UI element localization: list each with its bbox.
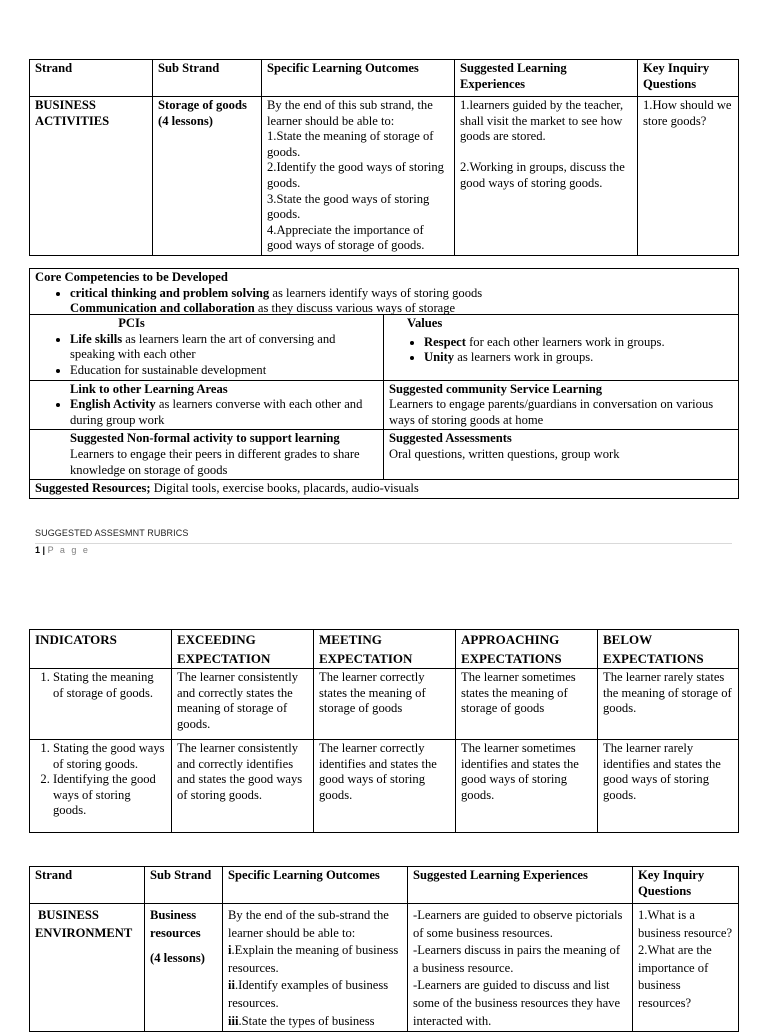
outcome-item: ii.Identify examples of business resources. [228, 978, 389, 1010]
business-resources-table [29, 866, 739, 1032]
experience-item: -Learners are guided to observe pictorials of some business resources. [413, 908, 623, 940]
table-header-row [30, 60, 739, 97]
rubric-header-approaching: APPROACHING EXPECTATIONS [461, 632, 562, 666]
header-outcomes: Specific Learning Outcomes [267, 61, 419, 75]
exceeding-cell: The learner consistently and correctly states the meaning of storage of goods. [172, 669, 314, 740]
experience-item: -Learners discuss in pairs the meaning of a business resource. [413, 943, 621, 975]
outcome-item: i.Explain the meaning of business resources. [228, 943, 399, 975]
below-cell: The learner rarely identifies and states the good ways of storing goods. [598, 740, 739, 833]
community-text: Learners to engage parents/guardians in conversation on various ways of storing goods at home [389, 397, 714, 427]
header-strand: Strand [35, 61, 73, 75]
pcis-title: PCIs [118, 316, 145, 331]
header-questions: Key Inquiry Questions [643, 61, 710, 91]
header-experiences: Suggested Learning Experiences [460, 61, 567, 91]
outcomes-cell [262, 97, 455, 256]
experience-item: 2.Working in groups, discuss the good ways of storing goods. [460, 160, 625, 190]
rubric-header-meeting: MEETING EXPECTATION [319, 632, 413, 666]
table-row [30, 669, 739, 740]
footer-divider [35, 543, 732, 544]
experience-item: -Learners are guided to discuss and list some of the business resources they have interacted with. [413, 978, 621, 1028]
strand-cell: BUSINESS ACTIVITIES [35, 98, 110, 128]
outcome-item: 4.Appreciate the importance of good ways of storage of goods. [267, 222, 425, 253]
rubric-header-exceeding: EXCEEDING EXPECTATION [177, 632, 271, 666]
resources-row [30, 480, 739, 499]
strand-cell: BUSINESS ENVIRONMENT [35, 908, 133, 940]
nonformal-assessment-row [30, 430, 739, 480]
question-item: 1.How should we store goods? [643, 98, 732, 128]
core-competencies-row [30, 269, 739, 315]
outcomes-intro: By the end of the sub-strand the learner should be able to: [228, 908, 389, 940]
link-community-row [30, 380, 739, 430]
rubric-header-indicators: INDICATORS [35, 632, 117, 647]
sub-strand-cell: Storage of goods (4 lessons) [158, 98, 247, 128]
assessment-text: Oral questions, written questions, group work [389, 446, 620, 461]
value-item: • Unity as learners work in groups. [424, 350, 733, 366]
outcome-item: iii.State the types of business [228, 1013, 375, 1028]
page-number: 1 | P a g e [35, 545, 90, 555]
rubric-header-below: BELOW EXPECTATIONS [603, 632, 704, 666]
header-strand: Strand [35, 868, 73, 882]
header-experiences: Suggested Learning Experiences [413, 868, 588, 882]
approaching-cell: The learner sometimes identifies and states the good ways of storing goods. [456, 740, 598, 833]
outcome-item: 2.Identify the good ways of storing goods. [267, 160, 444, 190]
assessment-rubric-table [29, 629, 739, 833]
link-item: • English Activity as learners converse with each other and during group work [70, 397, 378, 428]
question-item: 2.What are the importance of business resources? [638, 943, 712, 1010]
table-header-row [30, 867, 739, 904]
pci-item: • Education for sustainable development [70, 363, 378, 379]
meeting-cell: The learner correctly states the meaning of storage of goods [314, 669, 456, 740]
value-item: • Respect for each other learners work in groups. [424, 335, 733, 351]
nonformal-title: Suggested Non-formal activity to support learning [70, 431, 340, 446]
lessons-label: (4 lessons) [150, 951, 205, 966]
assessment-title: Suggested Assessments [389, 431, 512, 446]
approaching-cell: The learner sometimes states the meaning of storage of goods [456, 669, 598, 740]
link-title: Link to other Learning Areas [70, 381, 228, 396]
core-competency-item: • Communication and collaboration as they discuss various ways of storage [70, 301, 733, 314]
core-competencies-title: Core Competencies to be Developed [35, 270, 228, 284]
nonformal-text: Learners to engage their peers in different grades to share knowledge on storage of goods [70, 446, 360, 477]
table-row [30, 904, 739, 1032]
competencies-table [29, 268, 739, 499]
resources-label: Suggested Resources; [35, 481, 151, 496]
storage-of-goods-table [29, 59, 739, 256]
exceeding-cell: The learner consistently and correctly identifies and states the good ways of storing goods. [172, 740, 314, 833]
outcomes-cell [223, 904, 408, 1032]
indicator-item: 2. Identifying the good ways of storing goods. [53, 772, 166, 819]
experiences-cell [455, 97, 638, 256]
header-questions: Key Inquiry Questions [638, 868, 705, 898]
core-competency-item: • critical thinking and problem solving as learners identify ways of storing goods [70, 286, 733, 302]
indicator-item: 1. Stating the good ways of storing goods. [53, 741, 166, 772]
indicator-item: 1. Stating the meaning of storage of goods. [53, 670, 166, 701]
meeting-cell: The learner correctly identifies and states the good ways of storing goods. [314, 740, 456, 833]
experiences-cell [408, 904, 633, 1032]
header-outcomes: Specific Learning Outcomes [228, 868, 380, 882]
outcomes-intro: By the end of this sub strand, the learner should be able to: [267, 98, 433, 128]
below-cell: The learner rarely states the meaning of storage of goods. [598, 669, 739, 740]
pci-item: • Life skills as learners learn the art of conversing and speaking with each other [70, 332, 378, 363]
pcis-values-row [30, 315, 739, 380]
footer-note: SUGGESTED ASSESMNT RUBRICS [35, 528, 189, 538]
header-sub-strand: Sub Strand [158, 61, 220, 75]
table-row [30, 740, 739, 833]
resources-text: Digital tools, exercise books, placards, audio-visuals [150, 481, 419, 496]
question-item: 1.What is a business resource? [638, 908, 733, 940]
table-row [30, 97, 739, 256]
experience-item: 1.learners guided by the teacher, shall visit the market to see how goods are stored. [460, 98, 624, 144]
community-title: Suggested community Service Learning [389, 381, 603, 396]
header-sub-strand: Sub Strand [150, 868, 212, 882]
outcome-item: 3.State the good ways of storing goods. [267, 191, 430, 222]
sub-strand-cell: Business resources [150, 908, 201, 940]
outcome-item: 1.State the meaning of storage of goods. [267, 129, 434, 159]
rubric-header-row [30, 630, 739, 669]
values-title: Values [407, 316, 443, 331]
